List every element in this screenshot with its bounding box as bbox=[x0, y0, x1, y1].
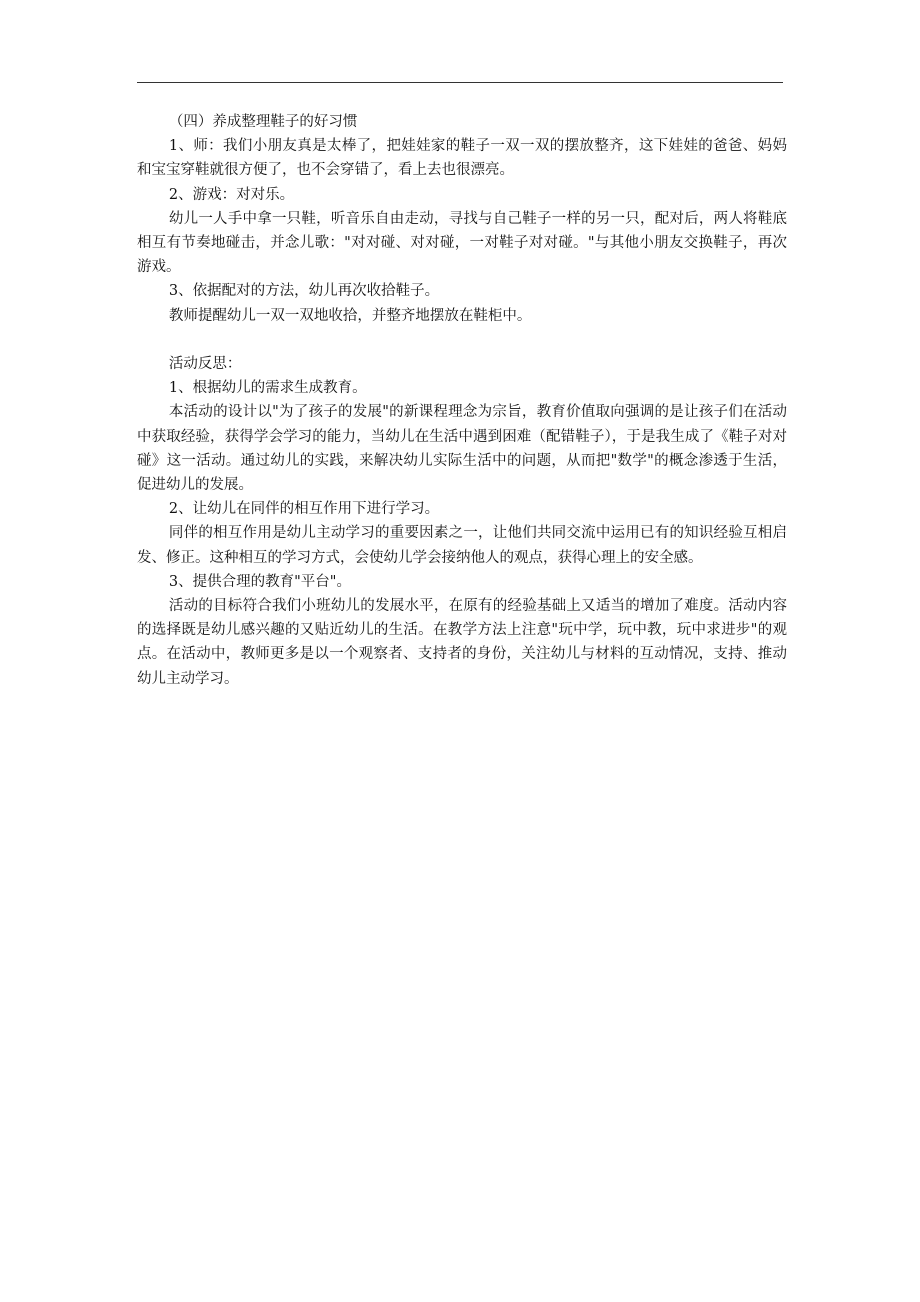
section-heading-reflection: 活动反思： bbox=[168, 356, 242, 373]
paragraph: 1、根据幼儿的需求生成教育。 bbox=[168, 380, 367, 397]
paragraph: 2、让幼儿在同伴的相互作用下进行学习。 bbox=[168, 501, 440, 518]
section-heading-habits: （四）养成整理鞋子的好习惯 bbox=[168, 114, 358, 130]
document-body bbox=[137, 110, 787, 691]
paragraph: 3、提供合理的教育"平台"。 bbox=[168, 573, 351, 590]
paragraph: 2、游戏：对对乐。 bbox=[168, 186, 295, 203]
paragraph: 活动的目标符合我们小班幼儿的发展水平，在原有的经验基础上又适当的增加了难度。活动内容的选择既是幼儿感兴趣的又贴近幼儿的生活。在教学方法上注意"玩中学，玩中教，玩中求进步"的观点。在活动中，教师更多是以一个观察者、支持者的身份，关注幼儿与材料的互动情况，支持、推动幼儿主动学习。 bbox=[137, 598, 787, 687]
paragraph: 同伴的相互作用是幼儿主动学习的重要因素之一，让他们共同交流中运用已有的知识经验互相启发、修正。这种相互的学习方式，会使幼儿学会接纳他人的观点，获得心理上的安全感。 bbox=[137, 525, 787, 566]
blank-line bbox=[137, 328, 787, 352]
paragraph: 1、师：我们小朋友真是太棒了，把娃娃家的鞋子一双一双的摆放整齐，这下娃娃的爸爸、妈妈和宝宝穿鞋就很方便了，也不会穿错了，看上去也很漂亮。 bbox=[137, 138, 787, 179]
paragraph: 幼儿一人手中拿一只鞋，听音乐自由走动，寻找与自己鞋子一样的另一只，配对后，两人将鞋底相互有节奏地碰击，并念儿歌："对对碰、对对碰，一对鞋子对对碰。"与其他小朋友交换鞋子，再次游戏。 bbox=[137, 210, 787, 276]
header-divider bbox=[137, 82, 783, 83]
paragraph: 3、依据配对的方法，幼儿再次收拾鞋子。 bbox=[168, 283, 440, 300]
paragraph: 教师提醒幼儿一双一双地收拾，并整齐地摆放在鞋柜中。 bbox=[168, 307, 532, 324]
paragraph: 本活动的设计以"为了孩子的发展"的新课程理念为宗旨，教育价值取向强调的是让孩子们在活动中获取经验，获得学会学习的能力，当幼儿在生活中遇到困难（配错鞋子），于是我生成了《鞋子对对碰》这一活动。通过幼儿的实践，来解决幼儿实际生活中的问题，从而把"数学"的概念渗透于生活，促进幼儿的发展。 bbox=[137, 404, 787, 494]
